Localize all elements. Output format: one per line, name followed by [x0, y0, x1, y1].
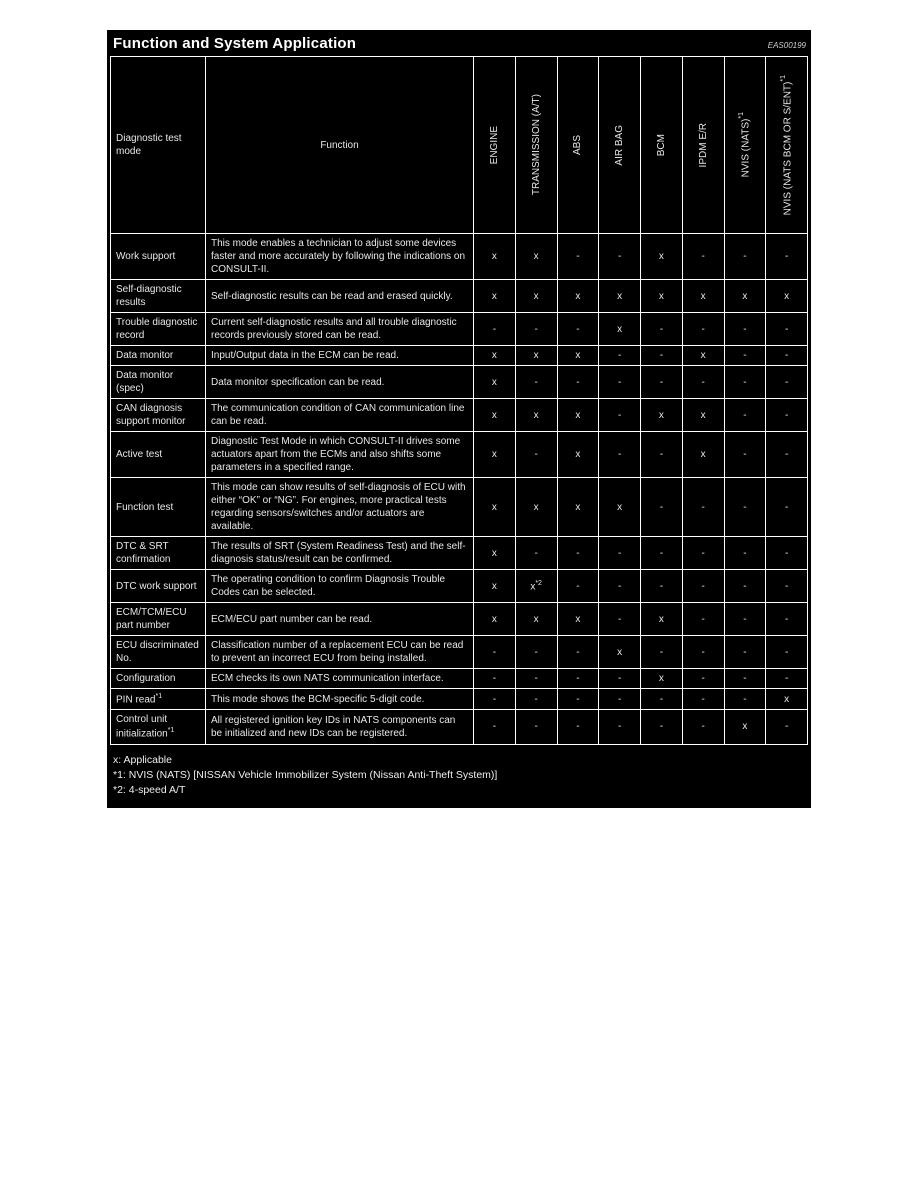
- applicability-cell: -: [724, 669, 766, 689]
- function-description-cell: This mode can show results of self-diagnosis of ECU with either “OK” or “NG”. For engines, more practical tests regarding sensors/switches and/or actuators are available.: [206, 478, 474, 537]
- column-header-system: [515, 57, 557, 234]
- applicability-cell: x: [557, 399, 599, 432]
- function-description-cell: The results of SRT (System Readiness Test) and the self-diagnosis status/result can be confirmed.: [206, 537, 474, 570]
- applicability-cell: -: [724, 537, 766, 570]
- applicability-cell: x: [682, 280, 724, 313]
- table-row: [111, 570, 808, 603]
- applicability-cell: -: [766, 432, 808, 478]
- table-row: [111, 432, 808, 478]
- applicability-cell: -: [766, 710, 808, 744]
- diagnostic-mode-cell: Function test: [111, 478, 206, 537]
- applicability-cell: -: [682, 478, 724, 537]
- applicability-cell: -: [599, 234, 641, 280]
- applicability-cell: -: [515, 636, 557, 669]
- table-row: [111, 366, 808, 399]
- applicability-cell: x: [641, 603, 683, 636]
- applicability-cell: -: [682, 710, 724, 744]
- applicability-cell: x: [515, 399, 557, 432]
- table-row: [111, 636, 808, 669]
- applicability-cell: x: [474, 478, 516, 537]
- diagnostic-mode-cell: Work support: [111, 234, 206, 280]
- applicability-cell: x: [599, 313, 641, 346]
- function-system-table: [110, 56, 808, 745]
- applicability-cell: -: [724, 432, 766, 478]
- column-header-function: Function: [206, 57, 474, 234]
- applicability-cell: -: [682, 603, 724, 636]
- diagnostic-mode-cell: Configuration: [111, 669, 206, 689]
- applicability-cell: x: [557, 432, 599, 478]
- column-header-system: [766, 57, 808, 234]
- column-header-system: [641, 57, 683, 234]
- applicability-cell: -: [641, 346, 683, 366]
- applicability-cell: x: [474, 346, 516, 366]
- table-body: [111, 234, 808, 745]
- footnote-marker: *2: [535, 579, 542, 587]
- applicability-cell: -: [474, 710, 516, 744]
- applicability-cell: -: [641, 636, 683, 669]
- applicability-cell: -: [515, 432, 557, 478]
- function-description-cell: Input/Output data in the ECM can be read.: [206, 346, 474, 366]
- applicability-cell: -: [474, 636, 516, 669]
- footnote-marker: *1: [779, 74, 787, 82]
- applicability-cell: -: [557, 636, 599, 669]
- applicability-cell: -: [724, 636, 766, 669]
- applicability-cell: -: [515, 313, 557, 346]
- vertical-header-label: ENGINE: [488, 125, 500, 165]
- applicability-cell: -: [641, 537, 683, 570]
- applicability-cell: x: [682, 346, 724, 366]
- applicability-cell: x: [474, 366, 516, 399]
- page-title: Function and System Application: [113, 35, 357, 52]
- applicability-cell: x: [766, 689, 808, 710]
- applicability-cell: -: [515, 689, 557, 710]
- applicability-cell: -: [599, 399, 641, 432]
- applicability-cell: -: [599, 669, 641, 689]
- applicability-cell: -: [515, 669, 557, 689]
- applicability-cell: x: [474, 432, 516, 478]
- function-description-cell: This mode enables a technician to adjust some devices faster and more accurately by following the indications on CONSULT-II.: [206, 234, 474, 280]
- applicability-cell: -: [682, 570, 724, 603]
- applicability-cell: -: [641, 432, 683, 478]
- applicability-cell: -: [766, 399, 808, 432]
- applicability-cell: -: [724, 366, 766, 399]
- applicability-cell: x: [557, 346, 599, 366]
- applicability-cell: -: [599, 346, 641, 366]
- applicability-cell: -: [682, 636, 724, 669]
- applicability-cell: -: [557, 366, 599, 399]
- footnote-marker: *1: [738, 112, 746, 119]
- note-line: *1: NVIS (NATS) [NISSAN Vehicle Immobilizer System (Nissan Anti-Theft System)]: [113, 768, 498, 781]
- function-description-cell: The communication condition of CAN communication line can be read.: [206, 399, 474, 432]
- vertical-header-label: BCM: [655, 133, 667, 157]
- applicability-cell: x: [599, 280, 641, 313]
- function-description-cell: Self-diagnostic results can be read and erased quickly.: [206, 280, 474, 313]
- applicability-cell: -: [682, 366, 724, 399]
- applicability-cell: -: [682, 313, 724, 346]
- applicability-cell: -: [682, 669, 724, 689]
- column-header-system: [557, 57, 599, 234]
- applicability-cell: x: [641, 234, 683, 280]
- table-row: [111, 478, 808, 537]
- applicability-cell: x: [515, 280, 557, 313]
- table-row: [111, 689, 808, 710]
- applicability-cell: x: [599, 478, 641, 537]
- function-description-cell: ECM/ECU part number can be read.: [206, 603, 474, 636]
- applicability-cell: -: [557, 537, 599, 570]
- applicability-cell: x: [515, 234, 557, 280]
- function-description-cell: Data monitor specification can be read.: [206, 366, 474, 399]
- vertical-header-label: AIR BAG: [614, 124, 626, 166]
- applicability-cell: -: [682, 689, 724, 710]
- applicability-cell: -: [766, 636, 808, 669]
- applicability-cell: -: [724, 234, 766, 280]
- applicability-cell: -: [641, 570, 683, 603]
- applicability-cell: -: [557, 669, 599, 689]
- applicability-cell: -: [641, 478, 683, 537]
- applicability-cell: -: [599, 537, 641, 570]
- vertical-header-label: NVIS (NATS)$^{*1}$: [738, 112, 752, 178]
- column-header-system: [724, 57, 766, 234]
- table-row: [111, 669, 808, 689]
- applicability-cell: -: [766, 603, 808, 636]
- applicability-cell: -: [766, 366, 808, 399]
- vertical-header-label: NVIS (NATS BCM OR S/ENT)$^{*1}$: [779, 74, 794, 216]
- table-row: [111, 313, 808, 346]
- applicability-cell: x: [641, 399, 683, 432]
- applicability-cell: x: [515, 603, 557, 636]
- footnote-marker: *1: [167, 727, 175, 735]
- note-line: *2: 4-speed A/T: [113, 784, 186, 797]
- applicability-cell: x: [557, 478, 599, 537]
- applicability-cell: x: [682, 399, 724, 432]
- table-row: [111, 603, 808, 636]
- footnote-marker: *1: [155, 693, 163, 700]
- applicability-cell: -: [724, 313, 766, 346]
- applicability-cell: -: [599, 710, 641, 744]
- table-row: [111, 234, 808, 280]
- function-description-cell: This mode shows the BCM-specific 5-digit code.: [206, 689, 474, 710]
- vertical-header-label: ABS: [572, 134, 584, 155]
- applicability-cell: -: [766, 478, 808, 537]
- diagnostic-mode-cell: DTC work support: [111, 570, 206, 603]
- applicability-cell: -: [474, 689, 516, 710]
- diagnostic-mode-cell: Self-diagnostic results: [111, 280, 206, 313]
- applicability-cell: -: [724, 478, 766, 537]
- function-description-cell: All registered ignition key IDs in NATS components can be initialized and new IDs can be registered.: [206, 710, 474, 744]
- applicability-cell: x: [474, 537, 516, 570]
- applicability-cell: -: [599, 366, 641, 399]
- table-row: [111, 710, 808, 744]
- title-bar: [107, 30, 811, 56]
- applicability-cell: -: [766, 537, 808, 570]
- applicability-cell: -: [766, 313, 808, 346]
- applicability-cell: x: [724, 280, 766, 313]
- column-header-system: [474, 57, 516, 234]
- function-description-cell: Current self-diagnostic results and all trouble diagnostic records previously stored can be read.: [206, 313, 474, 346]
- applicability-cell: x: [474, 234, 516, 280]
- applicability-cell: x: [641, 280, 683, 313]
- function-description-cell: ECM checks its own NATS communication interface.: [206, 669, 474, 689]
- applicability-cell: -: [641, 689, 683, 710]
- vertical-header-label: IPDM E/R: [697, 122, 709, 168]
- applicability-cell: -: [557, 570, 599, 603]
- applicability-cell: -: [474, 669, 516, 689]
- applicability-cell: x: [474, 570, 516, 603]
- applicability-cell: -: [766, 669, 808, 689]
- column-header-system: [682, 57, 724, 234]
- applicability-cell: -: [599, 432, 641, 478]
- applicability-cell: -: [724, 399, 766, 432]
- function-description-cell: Diagnostic Test Mode in which CONSULT-II drives some actuators apart from the ECMs and also shifts some parameters in a specified range.: [206, 432, 474, 478]
- applicability-cell: x: [766, 280, 808, 313]
- diagnostic-mode-cell: Control unit initialization$^{*1}$: [111, 710, 206, 744]
- table-row: [111, 280, 808, 313]
- table-row: [111, 346, 808, 366]
- applicability-cell: -: [557, 313, 599, 346]
- function-description-cell: Classification number of a replacement ECU can be read to prevent an incorrect ECU from being installed.: [206, 636, 474, 669]
- applicability-cell: -: [515, 366, 557, 399]
- column-header-diagnostic-test-mode: Diagnostic test mode: [111, 57, 206, 234]
- doc-code: EAS00199: [767, 41, 806, 50]
- applicability-cell: -: [557, 710, 599, 744]
- diagnostic-mode-cell: Trouble diagnostic record: [111, 313, 206, 346]
- applicability-cell: -: [766, 570, 808, 603]
- applicability-cell: -: [557, 234, 599, 280]
- applicability-cell: x: [515, 478, 557, 537]
- diagnostic-mode-cell: Data monitor: [111, 346, 206, 366]
- function-description-cell: The operating condition to confirm Diagnosis Trouble Codes can be selected.: [206, 570, 474, 603]
- applicability-cell: -: [724, 570, 766, 603]
- applicability-cell: -: [599, 603, 641, 636]
- applicability-cell: -: [515, 537, 557, 570]
- applicability-cell: x: [474, 280, 516, 313]
- note-line: x: Applicable: [113, 753, 172, 766]
- applicability-cell: -: [724, 689, 766, 710]
- applicability-cell: x: [557, 603, 599, 636]
- applicability-cell: $x^{*2}$: [515, 570, 557, 603]
- applicability-cell: -: [474, 313, 516, 346]
- diagnostic-mode-cell: ECM/TCM/ECU part number: [111, 603, 206, 636]
- applicability-cell: x: [599, 636, 641, 669]
- diagnostic-mode-cell: ECU discriminated No.: [111, 636, 206, 669]
- manual-sheet: [107, 30, 811, 808]
- applicability-cell: -: [682, 537, 724, 570]
- diagnostic-mode-cell: Data monitor (spec): [111, 366, 206, 399]
- applicability-cell: x: [724, 710, 766, 744]
- diagnostic-mode-cell: DTC & SRT confirmation: [111, 537, 206, 570]
- applicability-cell: -: [724, 346, 766, 366]
- applicability-cell: -: [766, 234, 808, 280]
- applicability-cell: x: [557, 280, 599, 313]
- applicability-cell: x: [682, 432, 724, 478]
- table-row: [111, 399, 808, 432]
- applicability-cell: x: [474, 603, 516, 636]
- applicability-cell: -: [682, 234, 724, 280]
- diagnostic-mode-cell: Active test: [111, 432, 206, 478]
- applicability-cell: -: [641, 366, 683, 399]
- applicability-cell: x: [474, 399, 516, 432]
- applicability-cell: -: [641, 710, 683, 744]
- applicability-cell: x: [515, 346, 557, 366]
- diagnostic-mode-cell: CAN diagnosis support monitor: [111, 399, 206, 432]
- table-header-row: [111, 57, 808, 234]
- footnotes: [107, 745, 811, 803]
- applicability-cell: -: [641, 313, 683, 346]
- vertical-header-label: TRANSMISSION (A/T): [530, 94, 542, 196]
- table-head: [111, 57, 808, 234]
- diagnostic-mode-cell: PIN read$^{*1}$: [111, 689, 206, 710]
- applicability-cell: -: [766, 346, 808, 366]
- table-row: [111, 537, 808, 570]
- applicability-cell: -: [515, 710, 557, 744]
- column-header-system: [599, 57, 641, 234]
- applicability-cell: -: [724, 603, 766, 636]
- applicability-cell: -: [599, 570, 641, 603]
- applicability-cell: -: [599, 689, 641, 710]
- applicability-cell: x: [641, 669, 683, 689]
- applicability-cell: -: [557, 689, 599, 710]
